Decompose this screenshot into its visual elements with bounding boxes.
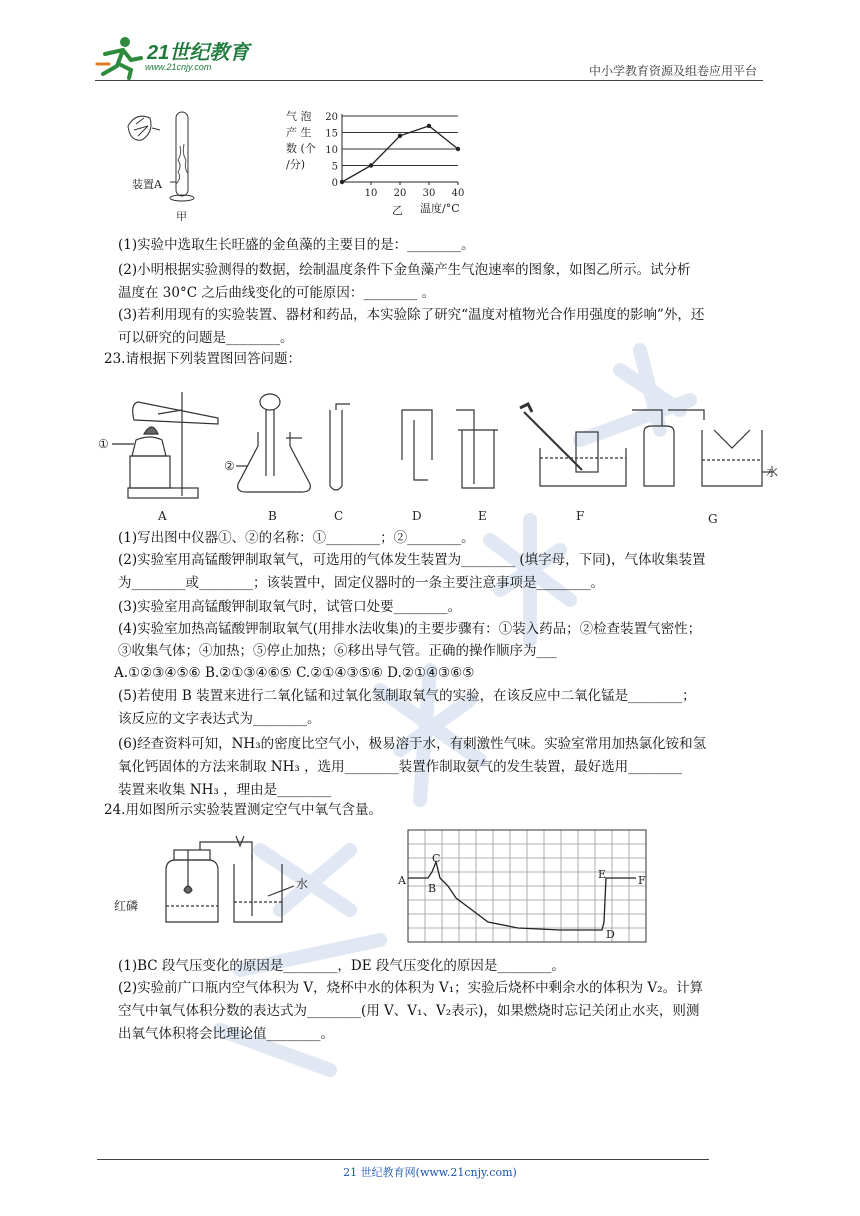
data-point <box>398 134 402 138</box>
y-tick-label: 20 <box>325 112 338 123</box>
page-footer: 21 世纪教育网(www.21cnjy.com) <box>343 1166 517 1179</box>
apparatus-d <box>402 410 432 480</box>
y-tick-label: 0 <box>331 178 338 189</box>
y-tick-label: 5 <box>331 161 338 173</box>
q24-title: 24.用如图所示实验装置测定空气中氧气含量。 <box>104 802 382 818</box>
q23-options: A.①②③④⑤⑥ B.②①③④⑥⑤ C.②①④③⑤⑥ D.②①④③⑥⑤ <box>114 665 475 681</box>
q23-line-10: (6)经查资料可知，NH₃的密度比空气小，极易溶于水，有刺激性气味。实验室常用加热氯化铵和氢 <box>118 736 707 752</box>
point-c: C <box>432 852 441 865</box>
q23-line-5: (4)实验室加热高锰酸钾制取氧气(用排水法收集)的主要步骤有：①装入药品；②检查装置气密性； <box>118 621 702 637</box>
q22-line-4: (3)若利用现有的实验装置、器材和药品，本实验除了研究“温度对植物光合作用强度的影响”外，还 <box>118 307 705 323</box>
label-e: E <box>478 509 487 523</box>
q23-line-3: 为________或________；该装置中，固定仪器时的一条主要注意事项是________。 <box>118 575 604 591</box>
label-a: A <box>158 509 167 523</box>
q23-apparatus-figure <box>98 380 788 528</box>
point-f: F <box>638 874 646 887</box>
x-tick-label: 30 <box>422 188 436 199</box>
chart-ylabel-2: 产 生 <box>286 126 312 139</box>
water-label-g: 水 <box>766 465 779 479</box>
label-d: D <box>412 509 422 523</box>
q23-line-8: (5)若使用 B 装置来进行二氧化锰和过氧化氢制取氧气的实验，在该反应中二氧化锰是________； <box>118 688 696 704</box>
header-divider <box>95 80 763 81</box>
q24-apparatus-figure <box>108 830 328 930</box>
chart-ylabel-1: 气 泡 <box>286 110 312 123</box>
point-e: E <box>598 868 607 881</box>
logo-url: www.21cnjy.com <box>145 62 212 72</box>
apparatus-e <box>456 410 498 488</box>
platform-title: 中小学教育资源及组卷应用平台 <box>588 64 757 78</box>
data-point <box>340 180 344 184</box>
label-f: F <box>576 509 585 523</box>
q23-line-12: 装置来收集 NH₃ ，理由是________ <box>118 782 332 798</box>
chart-ylabel-3: 数 (个 <box>286 142 316 155</box>
q23-title: 23.请根据下列装置图回答问题： <box>104 351 301 367</box>
data-point <box>456 147 460 151</box>
q22-line-2: (2)小明根据实验测得的数据，绘制温度条件下金鱼藻产生气泡速率的图象，如图乙所示。试分析 <box>118 262 691 278</box>
figure-yi-chart <box>286 106 476 222</box>
data-point <box>427 124 431 128</box>
site-logo <box>95 34 265 80</box>
chart-xlabel: 温度/°C <box>420 202 460 215</box>
marker-2: ② <box>224 459 235 473</box>
q23-line-6: ③收集气体；④加热；⑤停止加热；⑥移出导气管。正确的操作顺序为___ <box>118 643 557 659</box>
point-d: D <box>606 928 615 941</box>
water-label: 水 <box>296 877 309 891</box>
y-tick-label: 10 <box>325 145 338 156</box>
q22-line-5: 可以研究的问题是________。 <box>118 330 294 346</box>
q24-line-3: 空气中氧气体积分数的表达式为________(用 V、V₁、V₂表示)，如果燃烧时忘记关闭止水夹，则测 <box>118 1003 700 1019</box>
red-phosphorus-label: 红磷 <box>114 899 139 913</box>
chart-caption: 乙 <box>392 204 403 217</box>
page-header <box>95 34 763 82</box>
apparatus-c <box>330 404 350 490</box>
q23-line-4: (3)实验室用高锰酸钾制取氧气时，试管口处要________。 <box>118 599 462 615</box>
q22-line-1: (1)实验中选取生长旺盛的金鱼藻的主要目的是：________。 <box>118 237 475 253</box>
y-tick-label: 15 <box>325 128 338 140</box>
apparatus-g <box>632 410 774 486</box>
q23-line-11: 氧化钙固体的方法来制取 NH₃ ，选用________装置作制取氨气的发生装置，最好选用________ <box>118 759 683 775</box>
q23-line-9: 该反应的文字表达式为________。 <box>118 711 321 727</box>
pressure-curve-chart <box>392 826 682 946</box>
point-a: A <box>398 874 406 887</box>
device-a-label: 装置A <box>132 178 162 191</box>
figure-jia <box>118 106 228 226</box>
clamp-icon <box>236 836 244 846</box>
footer-divider <box>97 1159 709 1160</box>
q24-line-1: (1)BC 段气压变化的原因是________，DE 段气压变化的原因是________。 <box>118 958 565 974</box>
x-tick-label: 10 <box>364 188 378 199</box>
apparatus-a <box>112 392 218 498</box>
x-tick-label: 40 <box>451 188 465 199</box>
label-c: C <box>334 509 344 523</box>
label-b: B <box>268 509 277 523</box>
chart-ylabel-4: /分) <box>286 158 305 171</box>
q23-line-1: (1)写出图中仪器①、②的名称：①________；②________。 <box>118 530 475 546</box>
marker-1: ① <box>98 437 109 451</box>
q24-line-4: 出氧气体积将会比理论值________。 <box>118 1026 334 1042</box>
apparatus-b <box>236 394 310 492</box>
figure-jia-caption: 甲 <box>176 210 187 223</box>
q23-line-2: (2)实验室用高锰酸钾制取氧气，可选用的气体发生装置为________ (填字母，下同)，气体收集装置 <box>118 552 706 568</box>
point-b: B <box>428 882 437 895</box>
apparatus-f <box>520 404 626 486</box>
runner-logo-icon <box>95 34 147 80</box>
x-tick-label: 20 <box>393 188 407 199</box>
q22-line-3: 温度在 30°C 之后曲线变化的可能原因：________ 。 <box>118 285 436 301</box>
label-g: G <box>708 512 718 526</box>
data-point <box>369 163 373 167</box>
logo-text: 21世纪教育 <box>147 42 250 64</box>
q24-line-2: (2)实验前广口瓶内空气体积为 V，烧杯中水的体积为 V₁；实验后烧杯中剩余水的体积为 V₂。计算 <box>118 980 704 996</box>
